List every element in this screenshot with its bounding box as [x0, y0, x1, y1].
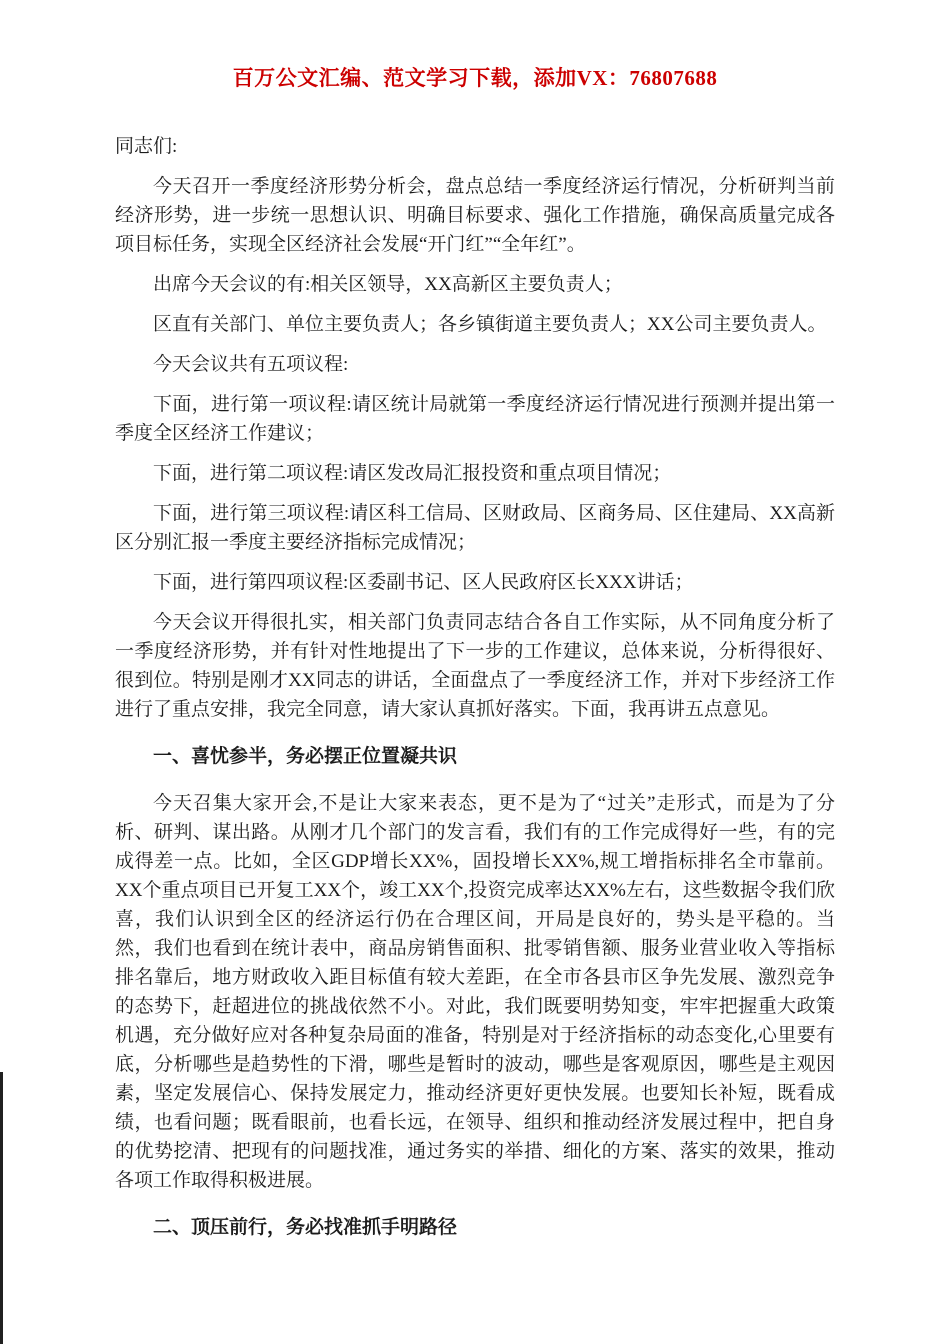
- para-attendees-1: 出席今天会议的有:相关区领导，XX高新区主要负责人；: [153, 274, 623, 295]
- para-salutation: 同志们:: [115, 136, 178, 157]
- heading-point-2: 二、顶压前行，务必找准抓手明路径: [153, 1217, 458, 1238]
- para-agenda-item-4: 下面，进行第四项议程:区委副书记、区人民政府区长XXX讲话；: [153, 572, 694, 593]
- para-agenda-item-3: 下面，进行第三项议程:请区科工信局、区财政局、区商务局、区住建局、XX高新区分别汇报一季度主要经济指标完成情况；: [115, 503, 835, 553]
- para-agenda-item-2: 下面，进行第二项议程:请区发改局汇报投资和重点项目情况；: [153, 463, 672, 484]
- para-agenda-item-1: 下面，进行第一项议程:请区统计局就第一季度经济运行情况进行预测并提出第一季度全区经济工作建议；: [115, 394, 835, 444]
- para-agenda-intro: 今天会议共有五项议程:: [153, 354, 349, 375]
- promo-banner: 百万公文汇编、范文学习下载，添加VX：76807688: [232, 66, 718, 90]
- para-meeting-summary: 今天会议开得很扎实，相关部门负责同志结合各自工作实际，从不同角度分析了一季度经济形势，并有针对性地提出了下一步的工作建议，总体来说，分析得很好、很到位。特别是刚才XX同志的讲话，全面盘点了一季度经济工作，并对下步经济工作进行了重点安排，我完全同意，请大家认真抓好落实。下面，我再讲五点意见。: [115, 612, 835, 720]
- para-attendees-2: 区直有关部门、单位主要负责人；各乡镇街道主要负责人；XX公司主要负责人。: [153, 314, 827, 335]
- para-point-1-body: 今天召集大家开会,不是让大家来表态，更不是为了“过关”走形式，而是为了分析、研判、谋出路。从刚才几个部门的发言看，我们有的工作完成得好一些，有的完成得差一点。比如，全区GDP增长XX%，固投增长XX%,规工增指标排名全市靠前。XX个重点项目已开复工XX个，竣工XX个,投资完成率达XX%左右，这些数据令我们欣喜，我们认识到全区的经济运行仍在合理区间，开局是良好的，势头是平稳的。当然，我们也看到在统计表中，商品房销售面积、批零销售额、服务业营业收入等指标排名靠后，地方财政收入距目标值有较大差距，在全市各县市区争先发展、激烈竞争的态势下，赶超进位的挑战依然不小。对此，我们既要明势知变，牢牢把握重大政策机遇，充分做好应对各种复杂局面的准备，特别是对于经济指标的动态变化,心里要有底，分析哪些是趋势性的下滑，哪些是暂时的波动，哪些是客观原因，哪些是主观因素，坚定发展信心、保持发展定力，推动经济更好更快发展。也要知长补短，既看成绩，也看问题；既看眼前，也看长远，在领导、组织和推动经济发展过程中，把自身的优势挖清、把现有的问题找准，通过务实的举措、细化的方案、落实的效果，推动各项工作取得积极进展。: [115, 793, 835, 1191]
- page-left-edge-artifact: [0, 1072, 3, 1344]
- heading-point-1: 一、喜忧参半，务必摆正位置凝共识: [153, 746, 458, 767]
- para-opening: 今天召开一季度经济形势分析会，盘点总结一季度经济运行情况，分析研判当前经济形势，进一步统一思想认识、明确目标要求、强化工作措施，确保高质量完成各项目标任务，实现全区经济社会发展“开门红”“全年红”。: [115, 176, 835, 255]
